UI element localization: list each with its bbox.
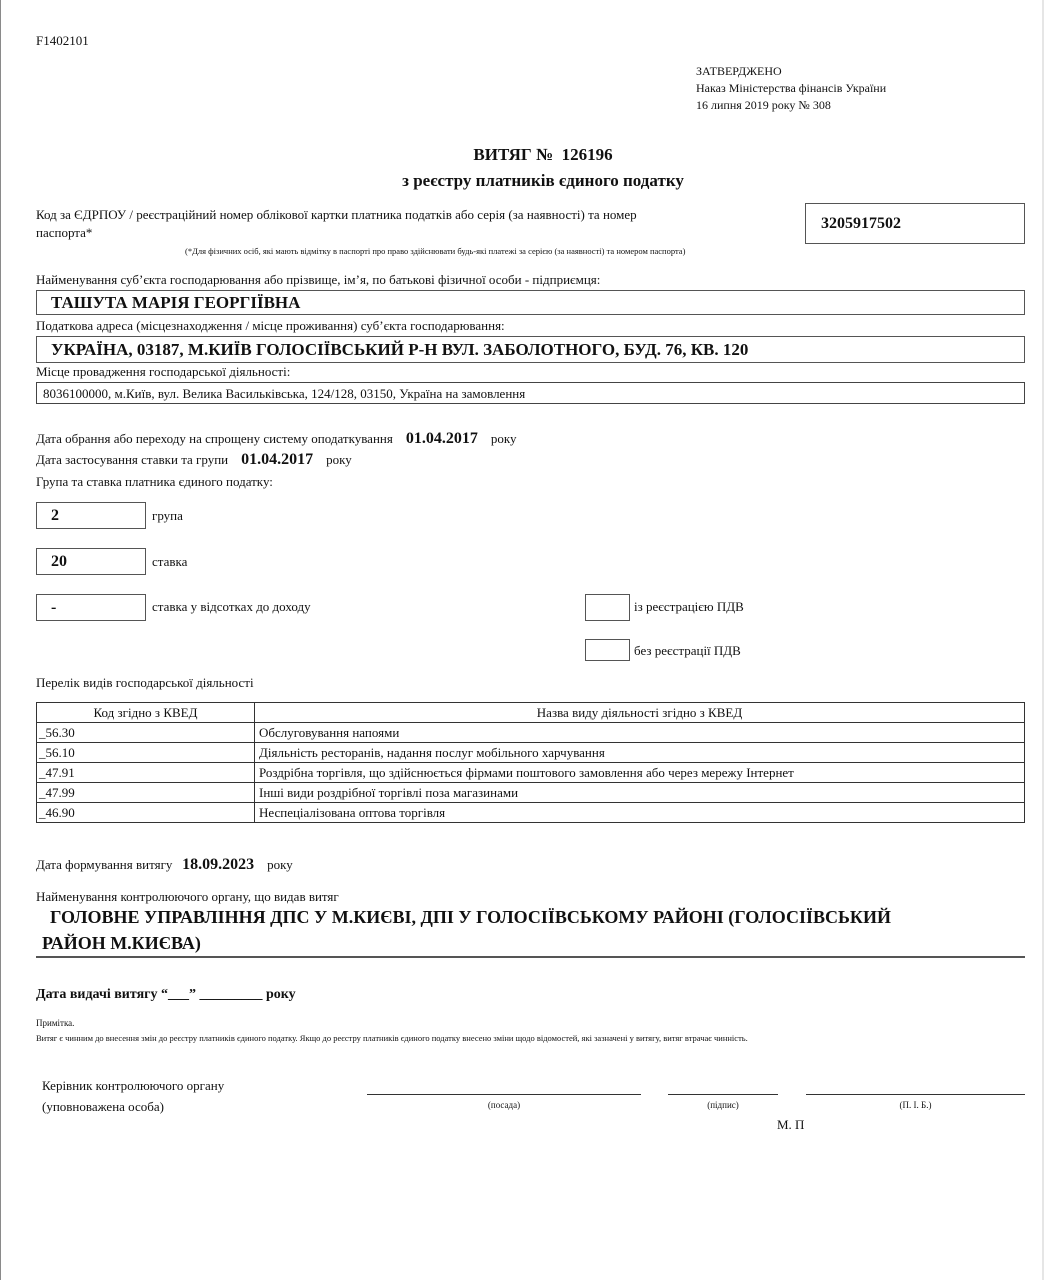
- kved-code: _56.10: [37, 743, 255, 763]
- note-text: Витяг є чинним до внесення змін до реєстру платників єдиного податку. Якщо до реєстру платників єдиного податку внесено зміни щодо відомостей, які зазначені у витягу, витяг втрачає чинність.: [36, 1033, 748, 1043]
- position-line: [367, 1094, 641, 1095]
- taxpayer-code-field: [805, 203, 1025, 244]
- approval-order: Наказ Міністерства фінансів України: [696, 81, 887, 95]
- signatory-label: Керівник контролюючого органу (уповноважена особа): [42, 1078, 225, 1114]
- business-place-label: Місце провадження господарської діяльності:: [36, 364, 291, 379]
- entity-name-field: [36, 290, 1025, 315]
- approval-block: [696, 63, 886, 114]
- vat-with-checkbox: [585, 594, 630, 621]
- extract-number: 126196: [561, 145, 613, 164]
- note-title: Примітка.: [36, 1018, 75, 1028]
- simplified-date-value: 01.04.2017: [405, 430, 478, 447]
- title-prefix: ВИТЯГ №: [473, 145, 554, 164]
- rate-date-value: 01.04.2017: [241, 451, 314, 468]
- vat-without-label: без реєстрації ПДВ: [634, 643, 741, 658]
- activities-label: Перелік видів господарської діяльності: [36, 675, 254, 690]
- table-row: [37, 743, 1025, 763]
- vat-without-checkbox: [585, 639, 630, 661]
- kved-name: Інші види роздрібної торгівлі поза магазинами: [255, 783, 1025, 803]
- kved-name: Діяльність ресторанів, надання послуг мобільного харчування: [255, 743, 1025, 763]
- entity-name-value: ТАШУТА МАРІЯ ГЕОРГІЇВНА: [51, 293, 301, 312]
- table-row: [37, 803, 1025, 823]
- tax-address-value: УКРАЇНА, 03187, М.КИЇВ ГОЛОСІЇВСЬКИЙ Р-Н ВУЛ. ЗАБОЛОТНОГО, БУД. 76, КВ. 120: [51, 340, 749, 359]
- simplified-date-row: [36, 430, 516, 448]
- approval-title: ЗАТВЕРДЖЕНО: [696, 64, 782, 78]
- year-word: року: [326, 452, 352, 467]
- kved-name: Неспеціалізована оптова торгівля: [255, 803, 1025, 823]
- extract-date-suffix: року: [267, 857, 293, 872]
- rate-date-label: Дата застосування ставки та групи: [36, 452, 229, 467]
- table-row: [37, 723, 1025, 743]
- authority-name-line2: РАЙОН М.КИЄВА): [42, 933, 201, 953]
- business-place-value: 8036100000, м.Київ, вул. Велика Васильківська, 124/128, 03150, Україна на замовлення: [43, 386, 526, 401]
- table-row: [37, 763, 1025, 783]
- document-subtitle: з реєстру платників єдиного податку: [402, 171, 684, 190]
- page-edge: [0, 0, 1, 1280]
- group-field: [36, 502, 146, 529]
- percent-rate-value: -: [51, 599, 57, 616]
- authority-label: Найменування контролюючого органу, що видав витяг: [36, 889, 339, 904]
- kved-name: Обслуговування напоями: [255, 723, 1025, 743]
- simplified-date-label: Дата обрання або переходу на спрощену систему оподаткування: [36, 431, 393, 446]
- issue-date: Дата видачі витягу “___” _________ року: [36, 987, 296, 1002]
- taxpayer-code-footnote: (*Для фізичних осіб, які мають відмітку в паспорті про право здійснювати будь-які платежі за серією (за наявності) та номером паспорта): [185, 246, 686, 256]
- tax-address-label: Податкова адреса (місцезнаходження / місце проживання) суб’єкта господарювання:: [36, 318, 505, 333]
- position-caption: (посада): [487, 1100, 521, 1110]
- kved-code: _46.90: [37, 803, 255, 823]
- kved-code: _47.91: [37, 763, 255, 783]
- taxpayer-code-label: Код за ЄДРПОУ / реєстраційний номер облікової картки платника податків або серія (за наявності) та номер паспорта*: [36, 207, 637, 240]
- kved-code: _47.99: [37, 783, 255, 803]
- taxpayer-code-value: 3205917502: [821, 215, 901, 232]
- vat-with-label: із реєстрацією ПДВ: [634, 599, 744, 614]
- extract-date-row: [36, 856, 293, 874]
- group-label: група: [152, 508, 183, 523]
- percent-rate-field: [36, 594, 146, 621]
- tax-address-field: [36, 336, 1025, 363]
- signature-line: [668, 1094, 778, 1095]
- entity-name-label: Найменування суб’єкта господарювання або прізвище, ім’я, по батькові фізичної особи - підприємця:: [36, 272, 601, 287]
- table-row: [37, 783, 1025, 803]
- column-header-code: Код згідно з КВЕД: [37, 703, 255, 723]
- authority-underline: [36, 956, 1025, 958]
- document-title: [0, 145, 1044, 165]
- percent-rate-label: ставка у відсотках до доходу: [152, 599, 311, 614]
- form-code: F1402101: [36, 33, 89, 48]
- group-rate-label: Група та ставка платника єдиного податку:: [36, 474, 273, 489]
- kved-name: Роздрібна торгівля, що здійснюється фірмами поштового замовлення або через мережу Інтернет: [255, 763, 1025, 783]
- stamp-place: М. П: [777, 1117, 805, 1132]
- extract-date-value: 18.09.2023: [182, 856, 255, 873]
- approval-date: 16 липня 2019 року № 308: [696, 98, 831, 112]
- table-header-row: [37, 703, 1025, 723]
- rate-field: [36, 548, 146, 575]
- group-value: 2: [51, 507, 59, 524]
- signature-caption: (підпис): [707, 1100, 739, 1110]
- kved-code: _56.30: [37, 723, 255, 743]
- rate-date-row: [36, 451, 352, 469]
- authority-name-line1: ГОЛОВНЕ УПРАВЛІННЯ ДПС У М.КИЄВІ, ДПІ У ГОЛОСІЇВСЬКОМУ РАЙОНІ (ГОЛОСІЇВСЬКИЙ: [50, 907, 891, 927]
- business-place-field: [36, 382, 1025, 404]
- column-header-name: Назва виду діяльності згідно з КВЕД: [255, 703, 1025, 723]
- activities-table: [36, 702, 1025, 823]
- year-word: року: [490, 431, 517, 446]
- extract-date-label: Дата формування витягу: [36, 857, 173, 872]
- rate-value: 20: [51, 553, 67, 570]
- name-caption: (П. І. Б.): [899, 1100, 932, 1110]
- rate-label: ставка: [152, 554, 188, 569]
- name-line: [806, 1094, 1025, 1095]
